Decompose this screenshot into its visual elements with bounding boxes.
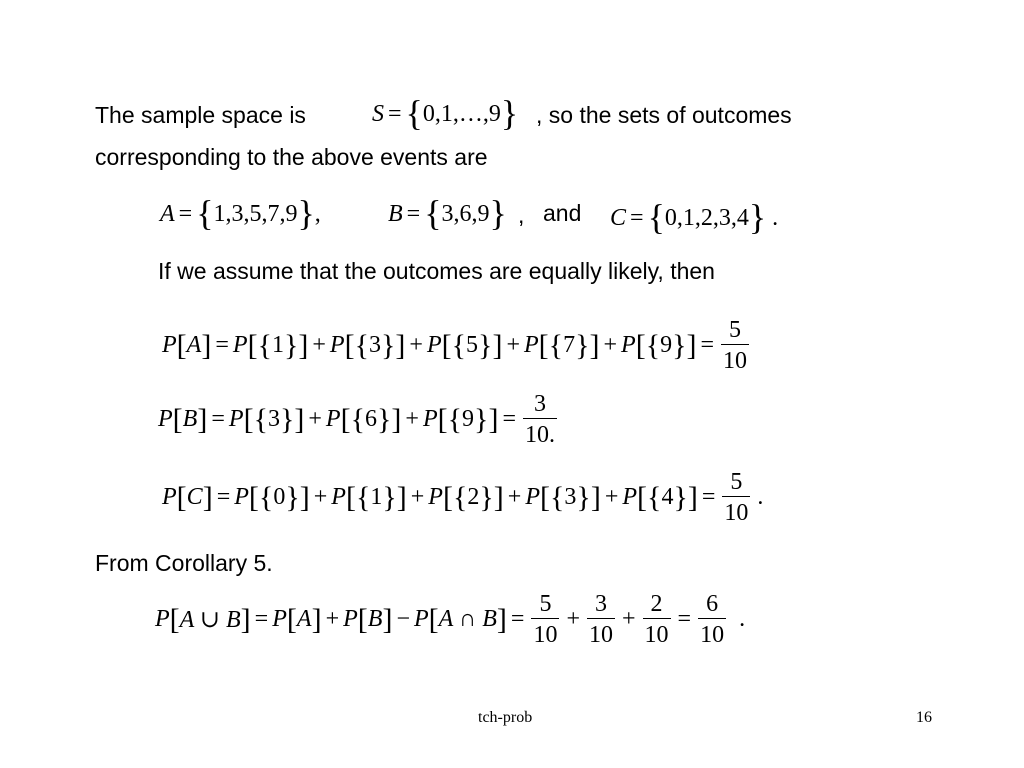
set-b-symbol: B xyxy=(388,200,403,227)
prob-b-term: 6 xyxy=(365,406,377,432)
prob-b-fraction xyxy=(523,392,557,447)
prob-a-term: 7 xyxy=(563,332,576,358)
set-a-comma: , xyxy=(314,200,321,227)
prob-c-period: . xyxy=(757,484,764,510)
set-a-definition: A = { 1,3,5,7,9 } , xyxy=(160,193,321,233)
set-c-definition: C = { 0,1,2,3,4 } . xyxy=(610,197,779,237)
corollary-text: From Corollary 5. xyxy=(95,550,273,576)
prob-c-event: C xyxy=(186,484,203,510)
set-c-period: . xyxy=(772,204,779,231)
union-fraction-2 xyxy=(587,592,615,647)
sample-space-symbol: S xyxy=(372,101,384,127)
prob-c-numerator: 5 xyxy=(730,469,743,495)
prob-c-denominator: 10 xyxy=(722,496,750,525)
and-word: and xyxy=(543,200,582,226)
footer-label: tch-prob xyxy=(478,709,533,726)
prob-a-numerator: 5 xyxy=(729,317,742,343)
sample-space-elements: 0,1,…,9 xyxy=(422,101,501,127)
union-fraction-2-numerator: 3 xyxy=(594,591,607,617)
set-c-symbol: C xyxy=(610,204,627,231)
set-b-definition: B = { 3,6,9 } xyxy=(388,193,507,233)
union-fraction-3-numerator: 2 xyxy=(650,591,663,617)
union-left-event: A ∪ B xyxy=(179,607,241,633)
union-period: . xyxy=(739,606,746,632)
prob-b-event: B xyxy=(182,406,198,432)
union-fraction-2-denominator: 10 xyxy=(587,618,615,647)
union-fraction-4-denominator: 10 xyxy=(698,618,726,647)
intro-line-2: corresponding to the above events are xyxy=(95,144,488,170)
prob-a-event: A xyxy=(186,332,202,358)
prob-c-equation: P [ C ] = P [ { 0 } ] + P [ { 1 } ] + P [ { 2 } ] + P [ { 3 } ] + P [ { 4 } ] = $\frac{5}{10}$ . xyxy=(162,469,764,526)
prob-c-term: 4 xyxy=(661,484,674,510)
sample-space-formula: S = { 0,1,…,9 } xyxy=(372,93,519,133)
prob-a-fraction xyxy=(721,318,749,373)
set-a-symbol: A xyxy=(160,200,175,227)
union-term-3: A ∩ B xyxy=(438,606,497,632)
prob-c-term: 2 xyxy=(467,484,480,510)
prob-b-term: 3 xyxy=(267,406,280,432)
prob-a-equation: P [ A ] = P [ { 1 } ] + P [ { 3 } ] + P [ { 5 } ] + P [ { 7 } ] + P [ { 9 } ] = $\frac{5}{10}$ xyxy=(162,317,748,374)
prob-b-equation: P [ B ] = P [ { 3 } ] + P [ { 6 } ] + P [ { 9 } ] = $\frac{3}{10.}$ xyxy=(158,391,555,448)
set-c-elements: 0,1,2,3,4 xyxy=(664,204,749,231)
prob-b-term: 9 xyxy=(462,406,475,432)
union-fraction-3-denominator: 10 xyxy=(643,618,671,647)
prob-a-term: 3 xyxy=(369,332,381,358)
prob-c-term: 3 xyxy=(564,484,577,510)
union-term-2: B xyxy=(367,606,383,632)
union-equation: P [ A ∪ B ] = P [ A ] + P [ B ] − P [ A ∩ B ] = $\frac{5}{10}$ + $\frac{3}{10}$ + $\frac{2}{10}$ = $\frac{6}{10}$ . xyxy=(155,591,746,648)
prob-c-term: 0 xyxy=(273,484,286,510)
prob-a-term: 1 xyxy=(271,332,284,358)
intro-line-1-suffix: , so the sets of outcomes xyxy=(536,102,792,128)
prob-c-term: 1 xyxy=(370,484,383,510)
intro-line-1-prefix: The sample space is xyxy=(95,102,306,128)
set-a-elements: 1,3,5,7,9 xyxy=(213,200,298,227)
prob-a-denominator: 10 xyxy=(721,344,749,373)
union-fraction-3 xyxy=(643,592,671,647)
union-fraction-4-numerator: 6 xyxy=(706,591,719,617)
set-b-elements: 3,6,9 xyxy=(441,200,490,227)
prob-b-denominator: 10. xyxy=(523,418,557,447)
union-fraction-1-numerator: 5 xyxy=(539,591,552,617)
set-b-comma: , xyxy=(518,202,525,228)
prob-a-term: 5 xyxy=(466,332,479,358)
prob-a-term: 9 xyxy=(660,332,673,358)
prob-b-numerator: 3 xyxy=(533,391,546,417)
assume-text: If we assume that the outcomes are equally likely, then xyxy=(158,258,715,284)
union-fraction-1 xyxy=(531,592,559,647)
union-term-1: A xyxy=(296,606,312,632)
union-fraction-4 xyxy=(698,592,726,647)
prob-c-fraction xyxy=(722,470,750,525)
page-number: 16 xyxy=(916,709,932,726)
union-fraction-1-denominator: 10 xyxy=(531,618,559,647)
